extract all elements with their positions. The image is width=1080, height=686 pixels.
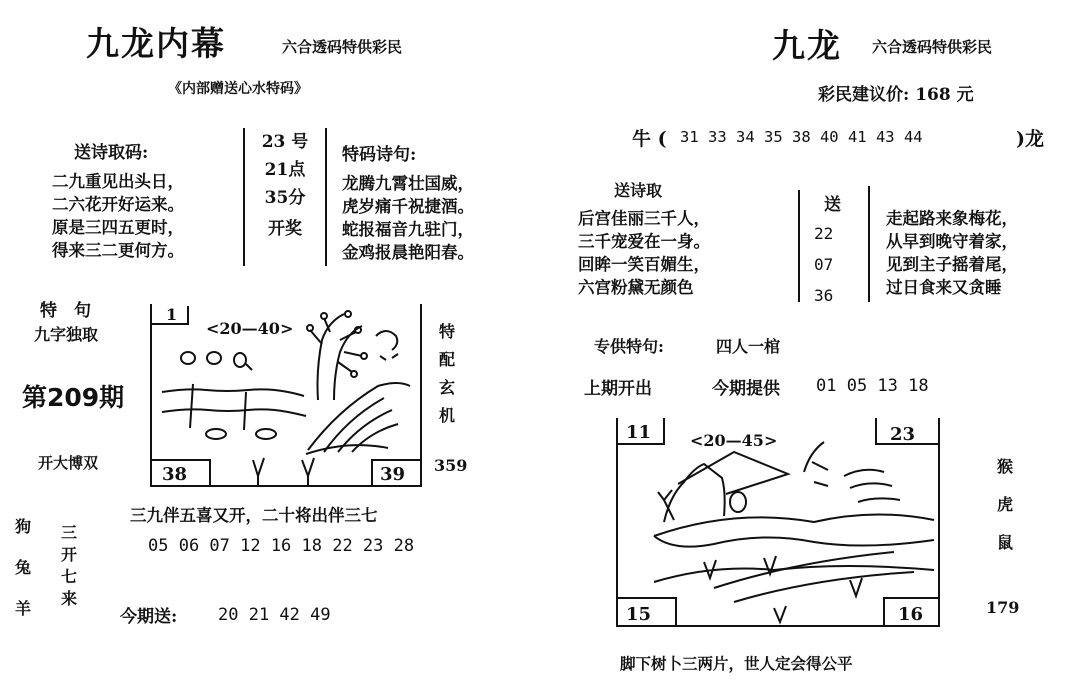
special-poem-line: 虎岁痛千祝捷酒。 <box>342 197 474 216</box>
special-poem-line: 蛇报福音九驻门， <box>342 220 474 239</box>
right-bottom-left-number: 15 <box>626 604 652 625</box>
special-poem <box>342 172 474 264</box>
right-footer: 脚下树卜三两片，世人定会得公平 <box>620 654 853 673</box>
right-side-zodiacs: 猴 虎 鼠 <box>996 457 1013 552</box>
current-label: 今期提供 <box>712 379 780 399</box>
left-poem-label: 送诗取码: <box>74 143 149 163</box>
issue-number: 第209期 <box>22 383 125 412</box>
zodiac-list: 狗 兔 羊 <box>14 517 31 618</box>
send-left-border <box>798 190 800 302</box>
right-subtitle: 六合透码特供彩民 <box>872 38 993 56</box>
poem-line: 见到主子摇着尾， <box>886 255 1018 274</box>
right-poem-label: 送诗取 <box>614 181 663 200</box>
left-subtitle: 六合透码特供彩民 <box>282 38 403 56</box>
right-top-left-number: 11 <box>626 422 652 443</box>
left-numbers: 05 06 07 12 16 18 22 23 28 <box>148 536 415 556</box>
poem-line: 走起路来象梅花， <box>886 209 1018 228</box>
poem-line: 回眸一笑百媚生， <box>578 255 710 274</box>
poem-line: 二九重见出头日， <box>52 172 184 191</box>
right-poem2 <box>886 207 1018 299</box>
draw-hour: 21点 <box>264 160 306 180</box>
last-label: 上期开出 <box>584 379 652 399</box>
today-label: 今期送: <box>120 607 178 627</box>
left-range-label: <20—40> <box>206 319 294 338</box>
right-top-right-number: 23 <box>890 424 916 445</box>
poem-line: 过日食来又贪睡 <box>886 278 1002 297</box>
side-number: 359 <box>434 456 468 475</box>
price: 彩民建议价: 168 元 <box>818 85 974 105</box>
special-phrase: 九字独取 <box>34 325 99 344</box>
right-special-label: 专供特句: <box>594 337 664 356</box>
draw-label: 开奖 <box>268 219 302 239</box>
left-title: 九龙内幕 <box>86 24 226 63</box>
poem-line: 二六花开好运来。 <box>52 195 184 214</box>
special-poem-line: 金鸡报晨艳阳春。 <box>342 243 474 262</box>
left-top-left-number: 1 <box>166 305 178 324</box>
right-side-number: 179 <box>986 598 1020 617</box>
right-range-label: <20—45> <box>690 431 778 450</box>
left-saying: 三九伴五喜又开，二十将出伴三七 <box>130 506 378 525</box>
left-bottom-right-number: 39 <box>380 464 406 485</box>
draw-day: 23 号 <box>261 132 309 152</box>
draw-minute: 35分 <box>264 188 306 208</box>
niu-numbers: 31 33 34 35 38 40 41 43 44 <box>680 128 923 146</box>
special-poem-line: 龙腾九霄壮国威， <box>342 174 474 193</box>
open-text: 三 开 七 来 <box>60 523 77 608</box>
left-bottom-left-number: 38 <box>162 464 188 485</box>
today-numbers: 20 21 42 49 <box>218 605 331 625</box>
current-numbers: 01 05 13 18 <box>816 376 929 396</box>
draw-time-left-border <box>243 128 245 266</box>
right-title: 九龙 <box>772 26 842 65</box>
right-special-value: 四人一棺 <box>716 337 781 356</box>
poem-line: 六宫粉黛无颜色 <box>578 278 694 297</box>
poem-line: 得来三二更何方。 <box>52 241 184 260</box>
niu-suffix: )龙 <box>1016 128 1044 150</box>
poem-line: 从早到晚守着家， <box>886 232 1018 251</box>
poem-line: 三千宠爱在一身。 <box>578 232 710 251</box>
send-numbers: 22 07 36 <box>814 224 834 305</box>
right-bottom-right-number: 16 <box>898 604 924 625</box>
left-poem <box>52 170 184 262</box>
special-phrase-label: 特 句 <box>40 301 91 321</box>
niu-prefix: 牛 ( <box>632 128 667 150</box>
special-poem-title: 特码诗句: <box>342 145 417 165</box>
send-label: 送 <box>824 195 841 215</box>
right-poem <box>578 207 710 299</box>
left-gift-title: 《内部赠送心水特码》 <box>168 81 308 97</box>
draw-time <box>248 128 322 246</box>
left-picture <box>148 300 424 490</box>
right-picture <box>614 412 942 630</box>
poem-line: 后宫佳丽三千人， <box>578 209 710 228</box>
send-right-border <box>868 186 870 302</box>
side-vertical-text: 特 配 玄 机 <box>438 322 455 425</box>
poem-line: 原是三四五更时， <box>52 218 184 237</box>
draw-time-right-border <box>325 128 327 266</box>
double-tip: 开大博双 <box>38 454 99 472</box>
